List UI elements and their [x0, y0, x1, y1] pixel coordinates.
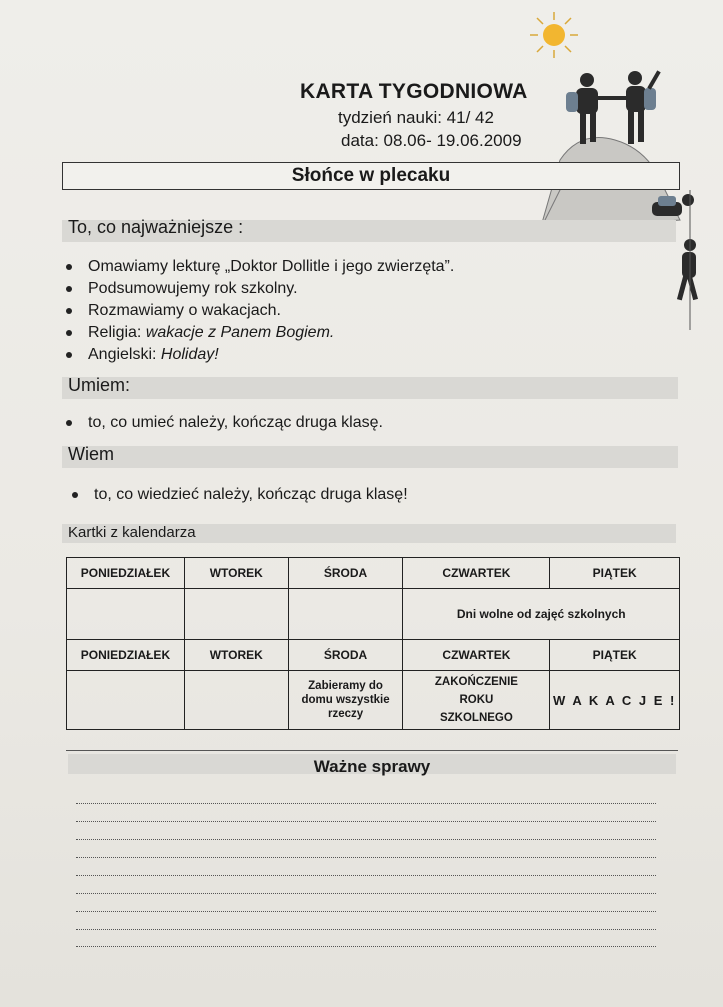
calendar-table: [66, 557, 680, 730]
wiem-list: [68, 484, 408, 506]
section-bar: [62, 446, 678, 468]
note-line[interactable]: [76, 803, 656, 804]
day-header-tuesday: WTOREK: [184, 640, 288, 671]
day-header-tuesday: WTOREK: [184, 558, 288, 589]
calendar-cell: [184, 589, 288, 640]
notes-heading: Ważne sprawy: [313, 757, 431, 776]
day-header-thursday: CZWARTEK: [403, 640, 550, 671]
banner-title: Słońce w plecaku: [62, 162, 680, 190]
day-header-monday: PONIEDZIAŁEK: [67, 640, 185, 671]
day-header-friday: PIĄTEK: [550, 640, 680, 671]
thursday-note: ZAKOŃCZENIE ROKU SZKOLNEGO: [403, 671, 550, 730]
list-item: Rozmawiamy o wakacjach.: [62, 300, 454, 322]
list-item: to, co wiedzieć należy, kończąc druga klasę!: [68, 484, 408, 506]
section-heading-calendar: Kartki z kalendarza: [68, 524, 196, 541]
section-heading-wiem: Wiem: [68, 444, 114, 464]
days-off-note: Dni wolne od zajęć szkolnych: [403, 589, 680, 640]
note-line[interactable]: [76, 821, 656, 822]
table-row: [67, 640, 680, 671]
note-line[interactable]: [76, 839, 656, 840]
umiem-list: [62, 412, 383, 434]
table-row: [67, 671, 680, 730]
week-number: tydzień nauki: 41/ 42: [338, 108, 494, 127]
calendar-cell: [288, 589, 403, 640]
table-row: [67, 589, 680, 640]
note-line[interactable]: [76, 946, 656, 947]
day-header-thursday: CZWARTEK: [403, 558, 550, 589]
wednesday-note: Zabieramy do domu wszystkie rzeczy: [288, 671, 403, 730]
section-heading-important: To, co najważniejsze :: [68, 217, 244, 237]
climbers-illustration: [540, 60, 700, 330]
important-list: [62, 256, 454, 366]
calendar-cell: [67, 589, 185, 640]
list-item: Religia: wakacje z Panem Bogiem.: [62, 322, 454, 344]
note-line[interactable]: [76, 893, 656, 894]
section-heading-umiem: Umiem:: [68, 375, 130, 395]
page-title: KARTA TYGODNIOWA: [300, 80, 528, 103]
note-line[interactable]: [76, 857, 656, 858]
day-header-monday: PONIEDZIAŁEK: [67, 558, 185, 589]
note-line[interactable]: [76, 929, 656, 930]
friday-note: W A K A C J E !: [550, 671, 680, 730]
section-bar: [62, 377, 678, 399]
calendar-cell: [67, 671, 185, 730]
day-header-wednesday: ŚRODA: [288, 640, 403, 671]
calendar-cell: [184, 671, 288, 730]
list-item: Omawiamy lekturę „Doktor Dollitle i jego zwierzęta”.: [62, 256, 454, 278]
date-range: data: 08.06- 19.06.2009: [341, 131, 522, 150]
day-header-wednesday: ŚRODA: [288, 558, 403, 589]
note-line[interactable]: [76, 911, 656, 912]
sun-icon: [528, 10, 580, 60]
note-line[interactable]: [76, 875, 656, 876]
day-header-friday: PIĄTEK: [550, 558, 680, 589]
list-item: Podsumowujemy rok szkolny.: [62, 278, 454, 300]
list-item: to, co umieć należy, kończąc druga klasę.: [62, 412, 383, 434]
list-item: Angielski: Holiday!: [62, 344, 454, 366]
table-row: [67, 558, 680, 589]
